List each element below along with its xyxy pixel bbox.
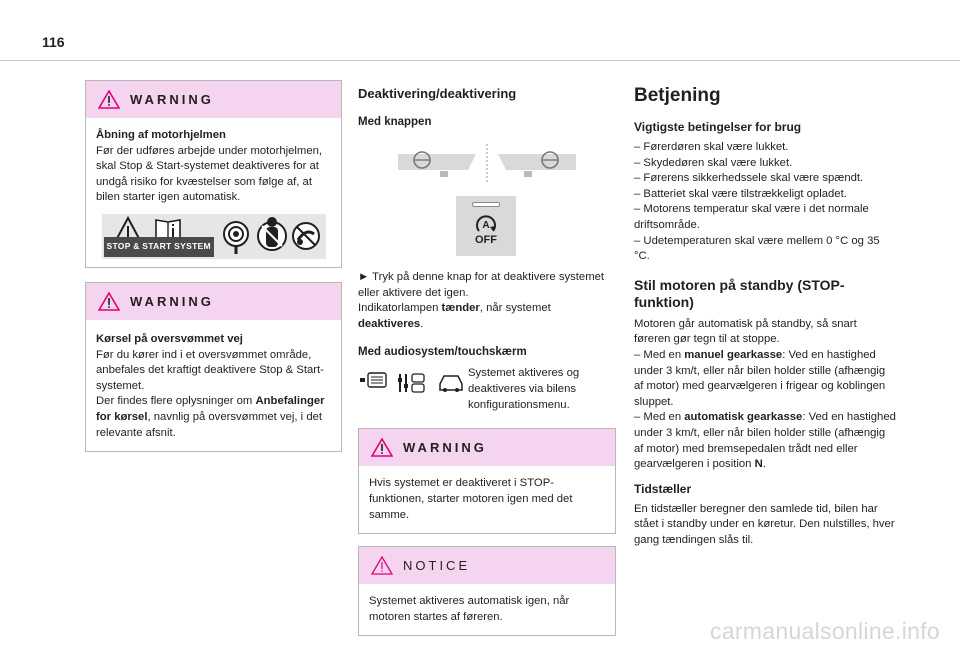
list-item: – Udetemperaturen skal være mellem 0 °C og 35 °C. [634,234,880,263]
notice-text: Systemet aktiveres automatisk igen, når motoren startes af føreren. [369,595,570,623]
list-item: – Førerens sikkerhedssele skal være spændt. [634,172,864,185]
warning-triangle-icon [98,90,120,109]
touchscreen-text: Systemet aktiveres og deaktiveres via bilens konfigurationsmenu. [468,367,580,411]
svg-text:A: A [482,220,490,231]
off-label: OFF [475,234,497,246]
section-title: Betjening [634,85,721,106]
indicator-lamp [472,202,500,207]
list-item: – Batteriet skal være tilstrækkeligt opladet. [634,187,847,200]
warning-title: WARNING [130,293,214,309]
warning-box-hood [85,80,342,268]
warning-text: Før der udføres arbejde under motorhjelmen, skal Stop & Start-systemet deaktiveres for at undgå risiko for kvæstelser som følge af, at bilen starter igen automatisk. [96,144,323,204]
stop-start-pictogram-strip [102,214,326,259]
settings-sliders-icon [398,374,424,392]
list-item: – Førerdøren skal være lukket. [634,141,789,153]
notice-box [358,546,616,636]
warning-header [86,283,341,320]
subsection-title: Vigtigste betingelser for brug [634,120,802,134]
warning-title: WARNING [403,440,487,456]
vehicle-icon [440,376,462,392]
subsection-title: Tidstæller [634,481,692,496]
watermark: carmanualsonline.info [709,618,940,644]
counter-text: En tidstæller beregner den samlede tid, bilen har stået i standby under en køretur. Den nulstilles, hver gang tændingen slås til. [634,502,895,546]
warning-box-stop-function [358,428,616,534]
touchscreen-instruction [358,366,616,414]
column-left [85,80,342,452]
steering-wheel-left-icon [398,152,476,177]
automatic-gearbox-text: – Med en automatisk gearkasse: Ved en hastighed under 3 km/t, eller når bilen holder stille (afhængig af motor) med bremsepedalen trådt ned eller gearvælgeren i position N. [634,411,896,471]
header-divider [0,60,960,61]
no-hands-icon [258,217,286,250]
list-item: – Motorens temperatur skal være i det normale driftsområde. [634,203,869,231]
warning-title: WARNING [130,92,214,107]
auto-stop-start-icon [473,213,499,235]
list-item: – Skydedøren skal være lukket. [634,156,793,169]
column-middle [358,80,616,636]
notice-triangle-icon [371,556,393,575]
warning-heading: Åbning af motorhjelmen [96,129,226,141]
warning-box-flooded-road [85,282,342,452]
column-right [634,80,896,548]
indicator-text: Indikatorlampen tænder, når systemet deaktiveres. [358,302,551,330]
warning-triangle-icon [98,292,120,311]
subsection-title: Med knappen [358,116,432,128]
conditions-list [634,140,896,265]
warning-heading: Kørsel på oversvømmet vej [96,332,243,345]
steering-wheel-right-icon [498,152,576,177]
warning-header [86,81,341,118]
warning-triangle-icon [371,438,393,457]
section-title: Deaktivering/deaktivering [358,86,517,101]
touchscreen-menu-icons [358,370,466,396]
notice-title: NOTICE [403,558,471,574]
manual-gearbox-text: – Med en manuel gearkasse: Ved en hastighed under 3 km/t, eller når bilen holder stille (afhængig af motor) med gearvælgeren i frigear og koblingen sluppet. [634,348,886,408]
warning-text-more: Der findes flere oplysninger om Anbefalinger for kørsel, navnlig på oversvømmet vej, i det relevante afsnit. [96,395,325,439]
notice-header [359,547,615,584]
stop-start-off-button[interactable] [456,196,516,256]
screen-menu-icon [360,373,386,387]
subsection-title: Med audiosystem/touchskærm [358,346,527,359]
stop-start-system-label: STOP & START SYSTEM [104,237,214,257]
cross-reference: Anbefalinger for kørsel [96,395,325,423]
engine-fan-icon [224,222,248,254]
standby-intro: Motoren går automatisk på standby, så snart føreren gør tegn til at stoppe. [634,317,857,346]
page-number: 116 [42,34,65,50]
warning-header [359,429,615,466]
steering-wheel-illustration [358,142,616,186]
warning-text: Hvis systemet er deaktiveret i STOP-funktionen, starter motoren igen med det samme. [369,477,573,521]
no-spray-icon [293,223,319,249]
instruction-text: ► Tryk på denne knap for at deaktivere systemet eller aktivere det igen. [358,271,605,299]
subsection-title: Stil motoren på standby (STOP-funktion) [634,276,845,310]
warning-text: Før du kører ind i et oversvømmet område, anbefales det kraftigt deaktivere Stop & Start-systemet. [96,348,324,392]
